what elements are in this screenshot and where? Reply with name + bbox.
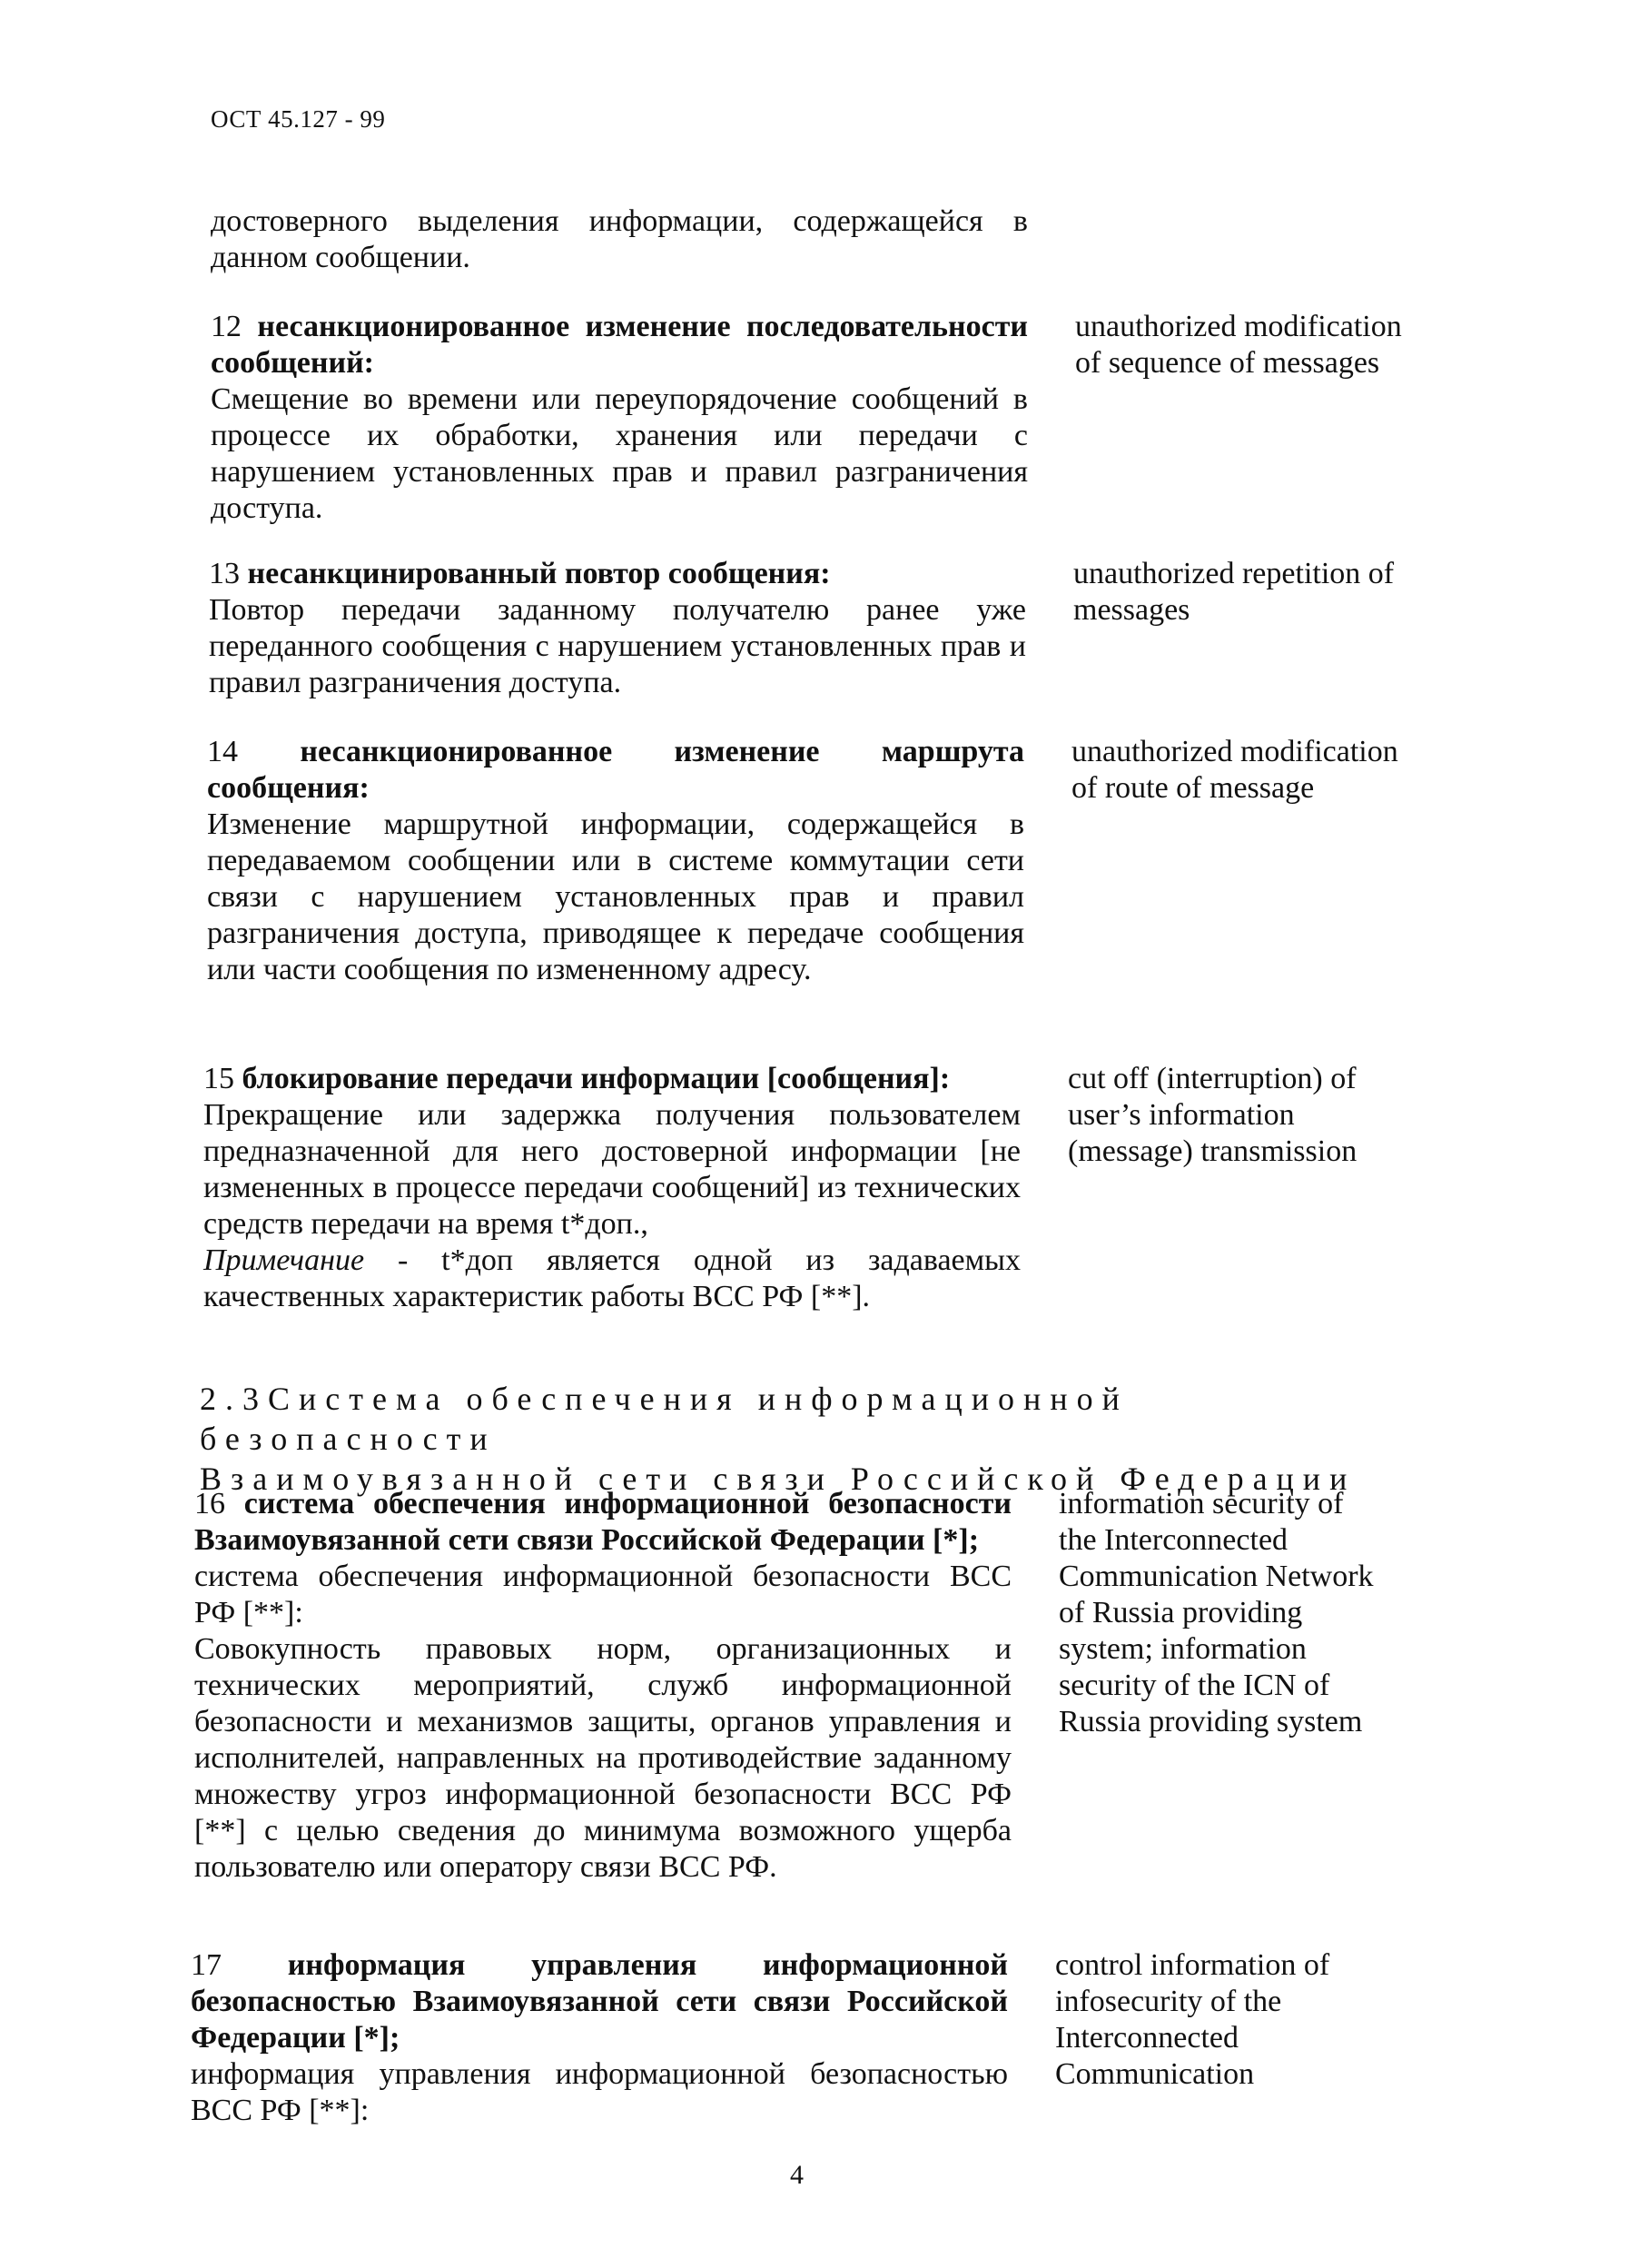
entry-definition: Изменение маршрутной информации, содержащейся в передаваемом сообщении или в системе коммутации сети связи с нарушением установленных прав и правил разграничения доступа, приводящее к передаче сообщения или части сообщения по измененному адресу. [207,807,1024,986]
entry-number: 13 [209,557,240,590]
entry-alt-term: система обеспечения информационной безопасности ВСС РФ [**]: [194,1560,1012,1629]
entry-13-english: unauthorized repetition of messages [1073,557,1395,627]
entry-12 [211,309,1028,527]
entry-14-english: unauthorized modification of route of message [1071,735,1398,805]
entry-alt-term: информация управления информационной безопасностью ВСС РФ [**]: [191,2057,1008,2127]
note-text: - t*доп является одной из задаваемых качественных характеристик работы ВСС РФ [**]. [203,1243,1021,1313]
intro-text: достоверного выделения информации, содержащейся в данном сообщении. [211,204,1028,274]
entry-term: несанкционированное изменение последовательности сообщений: [211,310,1029,380]
entry-number: 15 [203,1062,234,1095]
note-label: Примечание [203,1243,365,1277]
entry-definition: Смещение во времени или переупорядочение сообщений в процессе их обработки, хранения или передачи с нарушением установленных прав и правил разграничения доступа. [211,382,1028,525]
document-code: ОСТ 45.127 - 99 [211,105,386,133]
entry-15 [203,1061,1021,1315]
entry-number: 17 [191,1948,222,1982]
entry-definition: Совокупность правовых норм, организационных и технических мероприятий, служб информационной безопасности и механизмов защиты, органов управления и исполнителей, направленных на противодействие заданному множеству угроз информационной безопасности ВСС РФ [**] с целью сведения до минимума возможного ущерба пользователю или оператору связи ВСС РФ. [194,1632,1012,1884]
entry-term: информация управления информационной безопасностью Взаимоувязанной сети связи Российской Федерации [*]; [191,1948,1009,2055]
page-number: 4 [790,2160,804,2190]
entry-16-english: information security of the Interconnected Communication Network of Russia providing system; information security of the ICN of Russia providing system [1059,1487,1374,1738]
section-heading [200,1379,1435,1499]
entry-14 [207,734,1024,988]
entry-term: система обеспечения информационной безопасности Взаимоувязанной сети связи Российской Федерации [*]; [194,1487,1012,1557]
section-heading-line-1: 2.3Система обеспечения информационной безопасности [200,1381,1129,1457]
entry-definition: Повтор передачи заданному получателю ранее уже переданного сообщения с нарушением установленных прав и правил разграничения доступа. [209,593,1026,699]
entry-term: несанкцинированный повтор сообщения: [247,557,831,590]
entry-definition: Прекращение или задержка получения пользователем предназначенной для него достоверной информации [не измененных в процессе передачи сообщений] из технических средств передачи на время t*доп., [203,1098,1021,1241]
entry-17 [191,1947,1008,2129]
entry-12-english: unauthorized modification of sequence of messages [1075,310,1402,380]
entry-13 [209,556,1026,701]
entry-number: 12 [211,310,242,343]
entry-number: 16 [194,1487,225,1520]
entry-term: несанкционированное изменение маршрута сообщения: [207,735,1024,805]
entry-17-english: control information of infosecurity of the Interconnected Communication [1055,1948,1330,2091]
entry-term: блокирование передачи информации [сообщения]: [242,1062,951,1095]
entry-15-english: cut off (interruption) of user’s information (message) transmission [1068,1062,1358,1168]
entry-16 [194,1486,1012,1886]
entry-number: 14 [207,735,238,768]
section-heading-line-2: Взаимоувязанной сети связи Российской Федерации [200,1461,1357,1497]
